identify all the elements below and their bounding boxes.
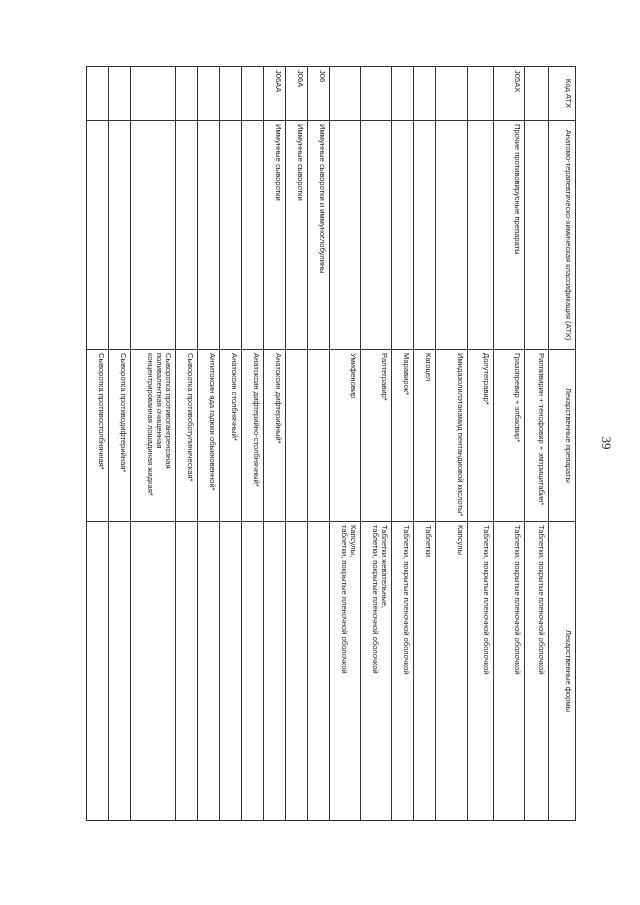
drug-name-cell: Умифеновир: [330, 350, 361, 522]
table-row: [361, 67, 392, 821]
table-row: [264, 67, 286, 821]
dosage-form-cell: Таблетки, покрытые пленочной оболочкой: [468, 522, 494, 821]
dosage-form-cell: [242, 522, 264, 821]
atc-class-cell: [109, 121, 131, 350]
dosage-form-cell: [87, 522, 109, 821]
dosage-form-cell: [198, 522, 220, 821]
table-row: [198, 67, 220, 821]
dosage-form-cell: Капсулы, таблетки, покрытые пленочной оболочкой: [330, 522, 361, 821]
atc-code-cell: J05AX: [494, 67, 525, 121]
dosage-form-cell: [176, 522, 198, 821]
atc-class-cell: Иммунные сыворотки и иммуноглобулины: [308, 121, 330, 350]
drug-name-cell: Ралтегравир*: [361, 350, 392, 522]
dosage-form-cell: [109, 522, 131, 821]
table-header-row: [549, 67, 576, 821]
atc-code-cell: [468, 67, 494, 121]
dosage-form-cell: Таблетки жевательные, таблетки, покрытые пленочной оболочкой: [361, 522, 392, 821]
atc-class-cell: [176, 121, 198, 350]
drug-name-cell: Гразопревир + элбасвир*: [494, 350, 525, 522]
table-row: [131, 67, 176, 821]
atc-class-cell: Прочие противовирусные препараты: [494, 121, 525, 350]
atc-class-cell: [361, 121, 392, 350]
header-atc-classification: Анатомо-терапевтическо-химическая классификация (АТХ): [549, 121, 576, 350]
page-number: 39: [599, 436, 614, 450]
table-row: [436, 67, 468, 821]
table-row: [525, 67, 549, 821]
table-row: [286, 67, 308, 821]
drug-name-cell: Анатоксин столбнячный*: [220, 350, 242, 522]
atc-class-cell: [436, 121, 468, 350]
dosage-form-cell: [286, 522, 308, 821]
atc-code-cell: [525, 67, 549, 121]
atc-code-cell: J06A: [286, 67, 308, 121]
dosage-form-cell: Таблетки, покрытые пленочной оболочкой: [525, 522, 549, 821]
table-row: [392, 67, 414, 821]
drug-name-cell: Анатоксин дифтерийный*: [264, 350, 286, 522]
dosage-form-cell: [220, 522, 242, 821]
table-row: [494, 67, 525, 821]
atc-code-cell: [330, 67, 361, 121]
drug-name-cell: Антитоксин яда гадюки обыкновенной*: [198, 350, 220, 522]
table-row: [308, 67, 330, 821]
drug-name-cell: Маравирок*: [392, 350, 414, 522]
atc-class-cell: [330, 121, 361, 350]
table-row: [109, 67, 131, 821]
dosage-form-cell: Таблетки, покрытые пленочной оболочкой: [392, 522, 414, 821]
table-row: [220, 67, 242, 821]
atc-class-cell: [392, 121, 414, 350]
dosage-form-cell: Таблетки, покрытые пленочной оболочкой: [494, 522, 525, 821]
atc-class-cell: [87, 121, 109, 350]
atc-class-cell: [198, 121, 220, 350]
atc-code-cell: [220, 67, 242, 121]
dosage-form-cell: Капсулы: [436, 522, 468, 821]
atc-code-cell: [87, 67, 109, 121]
atc-code-cell: J06: [308, 67, 330, 121]
drug-name-cell: Сыворотка противоботулиническая*: [176, 350, 198, 522]
table-row: [414, 67, 436, 821]
atc-code-cell: [242, 67, 264, 121]
drug-name-cell: [308, 350, 330, 522]
atc-code-cell: [176, 67, 198, 121]
rotated-page: [65, 66, 614, 820]
atc-class-cell: Иммунные сыворотки: [286, 121, 308, 350]
dosage-form-cell: [308, 522, 330, 821]
dosage-form-cell: Таблетки: [414, 522, 436, 821]
atc-class-cell: [414, 121, 436, 350]
header-atc-code: Код АТХ: [549, 67, 576, 121]
drug-table: [86, 66, 576, 821]
dosage-form-cell: [131, 522, 176, 821]
table-row: [468, 67, 494, 821]
drug-name-cell: Сыворотка противогангренозная поливалентная очищенная концентрированная лошадиная жидкая*: [131, 350, 176, 522]
dosage-form-cell: [264, 522, 286, 821]
atc-class-cell: [131, 121, 176, 350]
drug-name-cell: Имидазолилэтанамид пентандиовой кислоты*: [436, 350, 468, 522]
atc-class-cell: [242, 121, 264, 350]
table-body: [87, 67, 549, 821]
atc-code-cell: [414, 67, 436, 121]
atc-class-cell: Иммунные сыворотки: [264, 121, 286, 350]
table-row: [87, 67, 109, 821]
drug-name-cell: Рилпивирин + тенофовир + эмтрицитабин*: [525, 350, 549, 522]
atc-class-cell: [468, 121, 494, 350]
drug-name-cell: Сыворотка противодифтерийная*: [109, 350, 131, 522]
table-row: [242, 67, 264, 821]
atc-code-cell: [436, 67, 468, 121]
atc-code-cell: [109, 67, 131, 121]
atc-class-cell: [525, 121, 549, 350]
atc-code-cell: J06AA: [264, 67, 286, 121]
atc-code-cell: [131, 67, 176, 121]
table-row: [176, 67, 198, 821]
drug-name-cell: Анатоксин дифтерийно-столбнячный*: [242, 350, 264, 522]
atc-class-cell: [220, 121, 242, 350]
atc-code-cell: [198, 67, 220, 121]
atc-code-cell: [392, 67, 414, 121]
atc-code-cell: [361, 67, 392, 121]
drug-name-cell: [286, 350, 308, 522]
header-drugs: Лекарственные препараты: [549, 350, 576, 522]
drug-name-cell: Кагоцел: [414, 350, 436, 522]
drug-name-cell: Долутегравир*: [468, 350, 494, 522]
header-forms: Лекарственные формы: [549, 522, 576, 821]
drug-name-cell: Сыворотка противостолбнячная*: [87, 350, 109, 522]
table-row: [330, 67, 361, 821]
